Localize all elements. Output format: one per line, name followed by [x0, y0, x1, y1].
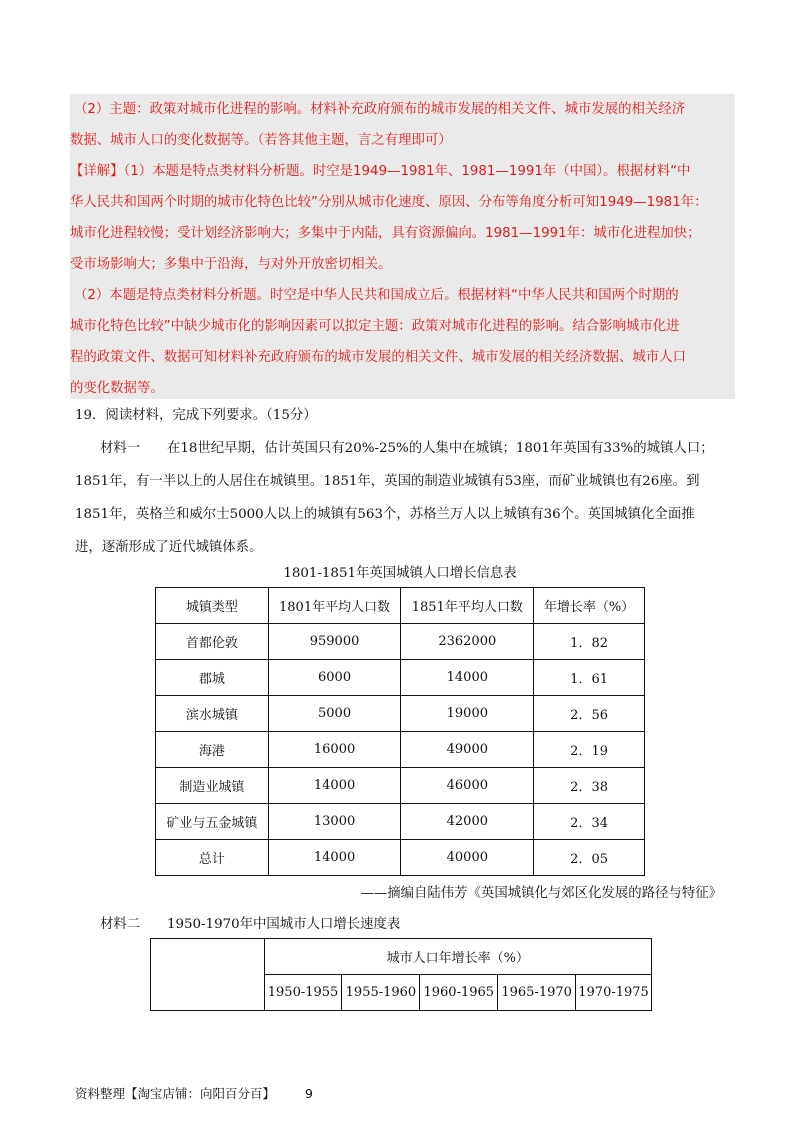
table-cell: 2．34 [534, 804, 645, 840]
table-cell: 首都伦敦 [156, 624, 269, 660]
table-cell: 1．82 [534, 624, 645, 660]
table-row [156, 840, 645, 876]
answer-line: 【详解】（1）本题是特点类材料分析题。时空是1949—1981年、1981—1991年（中国）。根据材料“中 [70, 164, 691, 179]
table-header-cell: 年增长率（%） [534, 588, 645, 624]
answer-line: 受市场影响大；多集中于沿海，与对外开放密切相关。 [70, 257, 392, 272]
table-header-cell: 1950-1955 [264, 975, 342, 1011]
table-cell: 郡城 [156, 660, 269, 696]
table-cell: 16000 [268, 732, 401, 768]
page-footer [75, 1084, 313, 1102]
table-row [156, 696, 645, 732]
table-cell: 6000 [268, 660, 401, 696]
material1-line: 材料一 在18世纪早期，估计英国只有20%-25%的人集中在城镇；1801年英国有33%的城镇人口； [100, 441, 714, 456]
table-cell: 13000 [268, 804, 401, 840]
table-cell: 2．05 [534, 840, 645, 876]
table-cell: 滨水城镇 [156, 696, 269, 732]
answer-explanation-block [70, 94, 735, 399]
table-cell: 959000 [268, 624, 401, 660]
table1-title: 1801-1851年英国城镇人口增长信息表 [283, 566, 517, 581]
table-row [156, 732, 645, 768]
answer-line: 的变化数据等。 [70, 381, 164, 396]
table-cell: 2362000 [401, 624, 534, 660]
table-header-cell: 1965-1970 [498, 975, 576, 1011]
answer-line: （2）本题是特点类材料分析题。时空是中华人民共和国成立后。根据材料“中华人民共和国两个时期的 [74, 288, 679, 303]
table-header-row [151, 939, 652, 975]
material2-title: 材料二 1950-1970年中国城市人口增长速度表 [100, 917, 401, 932]
table-cell: 42000 [401, 804, 534, 840]
table-cell: 14000 [268, 840, 401, 876]
table-cell: 5000 [268, 696, 401, 732]
table1-source: ——摘编自陆伟芳《英国城镇化与郊区化发展的路径与特征》 [360, 886, 722, 901]
table-row [156, 804, 645, 840]
material1-line: 1851年，有一半以上的人居住在城镇里。1851年，英国的制造业城镇有53座，而矿业城镇也有26座。到 [75, 474, 700, 489]
table-cell: 海港 [156, 732, 269, 768]
table-cell: 2．56 [534, 696, 645, 732]
table-cell: 2．19 [534, 732, 645, 768]
footer-text: 资料整理【淘宝店铺：向阳百分百】 [75, 1086, 276, 1101]
table-header-cell: 1801年平均人口数 [268, 588, 401, 624]
uk-urban-population-table [155, 587, 645, 876]
table-cell: 46000 [401, 768, 534, 804]
answer-line: 城市化特色比较”中缺少城市化的影响因素可以拟定主题：政策对城市化进程的影响。结合影响城市化进 [70, 319, 680, 334]
table-cell: 制造业城镇 [156, 768, 269, 804]
question-heading: 19．阅读材料，完成下列要求。（15分） [75, 408, 317, 423]
table-header-cell: 1960-1965 [420, 975, 498, 1011]
table-row [156, 768, 645, 804]
table-corner-cell [151, 939, 265, 1011]
table-cell: 1．61 [534, 660, 645, 696]
table-cell: 14000 [401, 660, 534, 696]
table-cell: 总计 [156, 840, 269, 876]
table-header-cell: 城镇类型 [156, 588, 269, 624]
answer-line: 数据、城市人口的变化数据等。（若答其他主题，言之有理即可） [70, 133, 452, 148]
page-number: 9 [305, 1086, 313, 1101]
table-row [156, 624, 645, 660]
table-cell: 19000 [401, 696, 534, 732]
answer-line: 城市化进程较慢；受计划经济影响大；多集中于内陆，具有资源偏向。1981—1991年：城市化进程加快； [70, 226, 701, 241]
answer-line: （2）主题：政策对城市化进程的影响。材料补充政府颁布的城市发展的相关文件、城市发展的相关经济 [74, 102, 686, 117]
table-header-cell: 1955-1960 [342, 975, 420, 1011]
table-cell: 40000 [401, 840, 534, 876]
table-row [156, 660, 645, 696]
table-header-row [156, 588, 645, 624]
table-header-cell: 1970-1975 [576, 975, 652, 1011]
material1-line: 进，逐渐形成了近代城镇体系。 [75, 540, 263, 555]
table-cell: 矿业与五金城镇 [156, 804, 269, 840]
answer-line: 华人民共和国两个时期的城市化特色比较”分别从城市化速度、原因、分布等角度分析可知1949—1981年： [70, 195, 708, 210]
table-header-cell: 1851年平均人口数 [401, 588, 534, 624]
table-cell: 49000 [401, 732, 534, 768]
material1-line: 1851年，英格兰和威尔士5000人以上的城镇有563个，苏格兰万人以上城镇有36个。英国城镇化全面推 [75, 507, 695, 522]
table-cell: 14000 [268, 768, 401, 804]
china-urban-growth-table [150, 938, 652, 1011]
answer-line: 程的政策文件、数据可知材料补充政府颁布的城市发展的相关文件、城市发展的相关经济数据、城市人口 [70, 350, 686, 365]
table-group-header: 城市人口年增长率（%） [264, 939, 651, 975]
table-cell: 2．38 [534, 768, 645, 804]
